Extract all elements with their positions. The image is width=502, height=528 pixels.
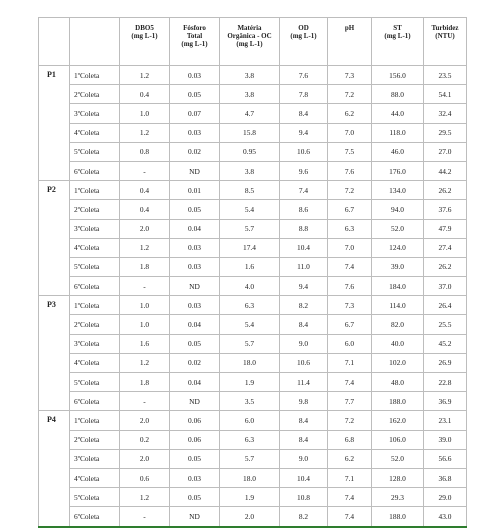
table-cell: 0.4 — [120, 200, 170, 219]
table-cell: 0.06 — [170, 430, 220, 449]
table-cell: 7.1 — [328, 353, 372, 372]
table-cell: 9.6 — [280, 161, 328, 180]
table-cell: 184.0 — [372, 277, 424, 296]
table-cell: 27.4 — [424, 238, 467, 257]
table-cell: 29.5 — [424, 123, 467, 142]
table-cell: 10.4 — [280, 238, 328, 257]
table-cell: 0.03 — [170, 238, 220, 257]
collection-label: 6ºColeta — [70, 392, 120, 411]
table-cell: 9.0 — [280, 334, 328, 353]
table-cell: 7.8 — [280, 85, 328, 104]
table-cell: 3.8 — [220, 85, 280, 104]
table-row — [39, 200, 467, 219]
table-row — [39, 123, 467, 142]
table-cell: - — [120, 277, 170, 296]
table-cell: 7.4 — [328, 373, 372, 392]
table-row — [39, 507, 467, 527]
table-cell: 6.8 — [328, 430, 372, 449]
table-cell: 8.2 — [280, 296, 328, 315]
table-cell: 6.0 — [220, 411, 280, 430]
site-label: P3 — [39, 296, 70, 411]
table-cell: 1.9 — [220, 488, 280, 507]
table-cell: 118.0 — [372, 123, 424, 142]
table-cell: 8.6 — [280, 200, 328, 219]
column-header-line: Turbidez — [431, 24, 459, 32]
table-cell: 5.7 — [220, 334, 280, 353]
collection-label: 4ºColeta — [70, 353, 120, 372]
column-header — [280, 18, 328, 66]
table-cell: 9.4 — [280, 277, 328, 296]
collection-label: 1ºColeta — [70, 66, 120, 85]
table-cell: 176.0 — [372, 161, 424, 180]
column-header — [372, 18, 424, 66]
table-cell: 52.0 — [372, 219, 424, 238]
table-cell: 46.0 — [372, 142, 424, 161]
table-cell: 0.03 — [170, 296, 220, 315]
table-cell: 43.0 — [424, 507, 467, 527]
table-cell: 7.4 — [328, 507, 372, 527]
table-cell: - — [120, 507, 170, 527]
collection-label: 6ºColeta — [70, 161, 120, 180]
table-cell: 2.0 — [220, 507, 280, 527]
table-cell: 106.0 — [372, 430, 424, 449]
table-cell: 0.03 — [170, 123, 220, 142]
table-cell: 7.4 — [280, 181, 328, 200]
column-header — [170, 18, 220, 66]
table-cell: 11.0 — [280, 257, 328, 276]
table-cell: 6.7 — [328, 315, 372, 334]
table-cell: 17.4 — [220, 238, 280, 257]
table-cell: 6.0 — [328, 334, 372, 353]
table-cell: 0.4 — [120, 181, 170, 200]
column-header-line: OD — [298, 24, 309, 32]
table-cell: 44.2 — [424, 161, 467, 180]
table-cell: 1.8 — [120, 257, 170, 276]
table-cell: 3.8 — [220, 161, 280, 180]
table-cell: 7.2 — [328, 411, 372, 430]
table-cell: 4.7 — [220, 104, 280, 123]
column-header-line: pH — [344, 24, 355, 32]
collection-label: 5ºColeta — [70, 257, 120, 276]
table-cell: 8.4 — [280, 430, 328, 449]
table-cell: 23.5 — [424, 66, 467, 85]
table-cell: 1.2 — [120, 353, 170, 372]
table-cell: 0.04 — [170, 373, 220, 392]
table-row — [39, 315, 467, 334]
site-label: P4 — [39, 411, 70, 527]
collection-label: 3ºColeta — [70, 104, 120, 123]
column-header-line: (mg L-1) — [181, 40, 208, 48]
table-cell: 6.3 — [220, 430, 280, 449]
column-header-line: (mg L-1) — [290, 32, 317, 40]
collection-label: 5ºColeta — [70, 142, 120, 161]
table-row — [39, 219, 467, 238]
table-cell: 29.3 — [372, 488, 424, 507]
table-cell: 56.6 — [424, 449, 467, 468]
table-cell: 44.0 — [372, 104, 424, 123]
column-header-line: (mg L-1) — [131, 32, 158, 40]
table-cell: 0.04 — [170, 315, 220, 334]
table-cell: 1.2 — [120, 238, 170, 257]
table-cell: 1.6 — [120, 334, 170, 353]
table-row — [39, 411, 467, 430]
table-cell: 7.3 — [328, 66, 372, 85]
table-cell: 1.6 — [220, 257, 280, 276]
column-header — [220, 18, 280, 66]
column-header-line: Fósforo — [183, 24, 206, 32]
table-cell: 26.2 — [424, 181, 467, 200]
table-cell: 3.5 — [220, 392, 280, 411]
table-cell: 23.1 — [424, 411, 467, 430]
table-cell: 0.07 — [170, 104, 220, 123]
table-cell: 7.4 — [328, 488, 372, 507]
column-header — [424, 18, 467, 66]
table-header — [39, 18, 467, 66]
table-row — [39, 66, 467, 85]
table-cell: - — [120, 392, 170, 411]
table-cell: ND — [170, 277, 220, 296]
table-row — [39, 334, 467, 353]
table-cell: ND — [170, 392, 220, 411]
table-cell: 0.01 — [170, 181, 220, 200]
table-row — [39, 277, 467, 296]
table-cell: 10.8 — [280, 488, 328, 507]
collection-label: 1ºColeta — [70, 181, 120, 200]
table-cell: 128.0 — [372, 468, 424, 487]
table-cell: 8.4 — [280, 315, 328, 334]
table-cell: 36.9 — [424, 392, 467, 411]
table-cell: 1.0 — [120, 315, 170, 334]
table-cell: 1.2 — [120, 488, 170, 507]
column-header-line: Total — [186, 32, 203, 40]
table-cell: 48.0 — [372, 373, 424, 392]
table-cell: 26.2 — [424, 257, 467, 276]
table-cell: 37.0 — [424, 277, 467, 296]
table-row — [39, 468, 467, 487]
table-cell: 6.3 — [220, 296, 280, 315]
column-header-line: Matéria — [237, 24, 262, 32]
table-cell: 0.4 — [120, 85, 170, 104]
table-cell: 8.4 — [280, 411, 328, 430]
table-cell: 0.06 — [170, 411, 220, 430]
table-cell: 9.8 — [280, 392, 328, 411]
table-row — [39, 161, 467, 180]
table-cell: 188.0 — [372, 392, 424, 411]
table-cell: 7.7 — [328, 392, 372, 411]
header-row — [39, 18, 467, 66]
table-row — [39, 85, 467, 104]
table-cell: 11.4 — [280, 373, 328, 392]
table-cell: 54.1 — [424, 85, 467, 104]
collection-label: 6ºColeta — [70, 277, 120, 296]
table-cell: 6.3 — [328, 219, 372, 238]
table-cell: 26.9 — [424, 353, 467, 372]
table-cell: 39.0 — [424, 430, 467, 449]
table-cell: 47.9 — [424, 219, 467, 238]
column-header — [39, 18, 70, 66]
table-cell: 4.0 — [220, 277, 280, 296]
table-cell: 6.7 — [328, 200, 372, 219]
collection-label: 2ºColeta — [70, 430, 120, 449]
table-cell: 36.8 — [424, 468, 467, 487]
table-cell: 10.6 — [280, 353, 328, 372]
column-header — [120, 18, 170, 66]
column-header-line: (mg L-1) — [384, 32, 411, 40]
table-cell: 52.0 — [372, 449, 424, 468]
table-row — [39, 353, 467, 372]
collection-label: 3ºColeta — [70, 449, 120, 468]
column-header-line: ST — [393, 24, 402, 32]
table-cell: ND — [170, 161, 220, 180]
table-cell: 94.0 — [372, 200, 424, 219]
table-cell: 8.2 — [280, 507, 328, 527]
table-cell: 0.05 — [170, 334, 220, 353]
collection-label: 4ºColeta — [70, 238, 120, 257]
water-quality-table — [38, 17, 467, 528]
table-cell: 29.0 — [424, 488, 467, 507]
table-cell: 2.0 — [120, 449, 170, 468]
collection-label: 1ºColeta — [70, 296, 120, 315]
table-cell: 45.2 — [424, 334, 467, 353]
table-cell: 0.6 — [120, 468, 170, 487]
column-header — [70, 18, 120, 66]
table-cell: 40.0 — [372, 334, 424, 353]
collection-label: 3ºColeta — [70, 219, 120, 238]
table-cell: 5.7 — [220, 449, 280, 468]
table-cell: 6.2 — [328, 449, 372, 468]
table-cell: 32.4 — [424, 104, 467, 123]
column-header-line: DBO5 — [135, 24, 154, 32]
table-cell: 0.03 — [170, 66, 220, 85]
table-cell: 7.2 — [328, 85, 372, 104]
table-row — [39, 238, 467, 257]
table-cell: 0.05 — [170, 488, 220, 507]
collection-label: 2ºColeta — [70, 200, 120, 219]
table-cell: 2.0 — [120, 411, 170, 430]
table-cell: 0.05 — [170, 200, 220, 219]
water-quality-table-container — [38, 17, 466, 528]
table-row — [39, 104, 467, 123]
table-cell: 9.0 — [280, 449, 328, 468]
table-cell: 1.2 — [120, 123, 170, 142]
table-cell: 0.03 — [170, 468, 220, 487]
table-cell: 2.0 — [120, 219, 170, 238]
table-cell: 10.6 — [280, 142, 328, 161]
table-cell: 7.4 — [328, 257, 372, 276]
table-cell: 7.6 — [328, 161, 372, 180]
collection-label: 2ºColeta — [70, 315, 120, 334]
table-cell: 18.0 — [220, 468, 280, 487]
table-row — [39, 449, 467, 468]
collection-label: 5ºColeta — [70, 373, 120, 392]
table-cell: 0.02 — [170, 353, 220, 372]
collection-label: 2ºColeta — [70, 85, 120, 104]
table-cell: 22.8 — [424, 373, 467, 392]
table-cell: 1.0 — [120, 296, 170, 315]
table-cell: 6.2 — [328, 104, 372, 123]
table-cell: 7.6 — [328, 277, 372, 296]
table-cell: 162.0 — [372, 411, 424, 430]
table-cell: 88.0 — [372, 85, 424, 104]
table-row — [39, 430, 467, 449]
table-cell: 15.8 — [220, 123, 280, 142]
table-cell: 1.2 — [120, 66, 170, 85]
table-cell: 124.0 — [372, 238, 424, 257]
column-header-line: Orgânica - OC — [227, 32, 272, 40]
table-cell: 1.0 — [120, 104, 170, 123]
column-header-line: (mg L-1) — [236, 40, 263, 48]
table-cell: 0.8 — [120, 142, 170, 161]
table-cell: 114.0 — [372, 296, 424, 315]
table-row — [39, 181, 467, 200]
table-row — [39, 142, 467, 161]
table-cell: 8.8 — [280, 219, 328, 238]
table-cell: 0.2 — [120, 430, 170, 449]
table-cell: ND — [170, 507, 220, 527]
table-cell: 0.04 — [170, 219, 220, 238]
table-row — [39, 488, 467, 507]
table-cell: 8.5 — [220, 181, 280, 200]
table-cell: 26.4 — [424, 296, 467, 315]
table-cell: 7.2 — [328, 181, 372, 200]
table-cell: 134.0 — [372, 181, 424, 200]
collection-label: 4ºColeta — [70, 123, 120, 142]
table-cell: 7.0 — [328, 123, 372, 142]
table-cell: 1.9 — [220, 373, 280, 392]
table-cell: 7.1 — [328, 468, 372, 487]
table-cell: - — [120, 161, 170, 180]
table-cell: 7.0 — [328, 238, 372, 257]
table-cell: 188.0 — [372, 507, 424, 527]
table-cell: 5.4 — [220, 200, 280, 219]
table-cell: 0.02 — [170, 142, 220, 161]
table-cell: 156.0 — [372, 66, 424, 85]
column-header — [328, 18, 372, 66]
table-cell: 25.5 — [424, 315, 467, 334]
table-cell: 18.0 — [220, 353, 280, 372]
collection-label: 6ºColeta — [70, 507, 120, 527]
column-header-line: (NTU) — [435, 32, 455, 40]
table-cell: 37.6 — [424, 200, 467, 219]
table-cell: 0.95 — [220, 142, 280, 161]
table-row — [39, 373, 467, 392]
table-row — [39, 296, 467, 315]
table-cell: 102.0 — [372, 353, 424, 372]
table-cell: 0.03 — [170, 257, 220, 276]
collection-label: 1ºColeta — [70, 411, 120, 430]
table-cell: 0.05 — [170, 85, 220, 104]
table-row — [39, 257, 467, 276]
table-cell: 7.6 — [280, 66, 328, 85]
table-cell: 27.0 — [424, 142, 467, 161]
table-cell: 0.05 — [170, 449, 220, 468]
table-cell: 5.4 — [220, 315, 280, 334]
table-row — [39, 392, 467, 411]
table-cell: 9.4 — [280, 123, 328, 142]
site-label: P2 — [39, 181, 70, 296]
table-cell: 8.4 — [280, 104, 328, 123]
collection-label: 3ºColeta — [70, 334, 120, 353]
collection-label: 5ºColeta — [70, 488, 120, 507]
table-cell: 7.3 — [328, 296, 372, 315]
table-cell: 39.0 — [372, 257, 424, 276]
table-cell: 82.0 — [372, 315, 424, 334]
collection-label: 4ºColeta — [70, 468, 120, 487]
site-label: P1 — [39, 66, 70, 181]
table-cell: 3.8 — [220, 66, 280, 85]
table-body — [39, 66, 467, 527]
table-cell: 5.7 — [220, 219, 280, 238]
table-cell: 10.4 — [280, 468, 328, 487]
table-cell: 1.8 — [120, 373, 170, 392]
table-cell: 7.5 — [328, 142, 372, 161]
